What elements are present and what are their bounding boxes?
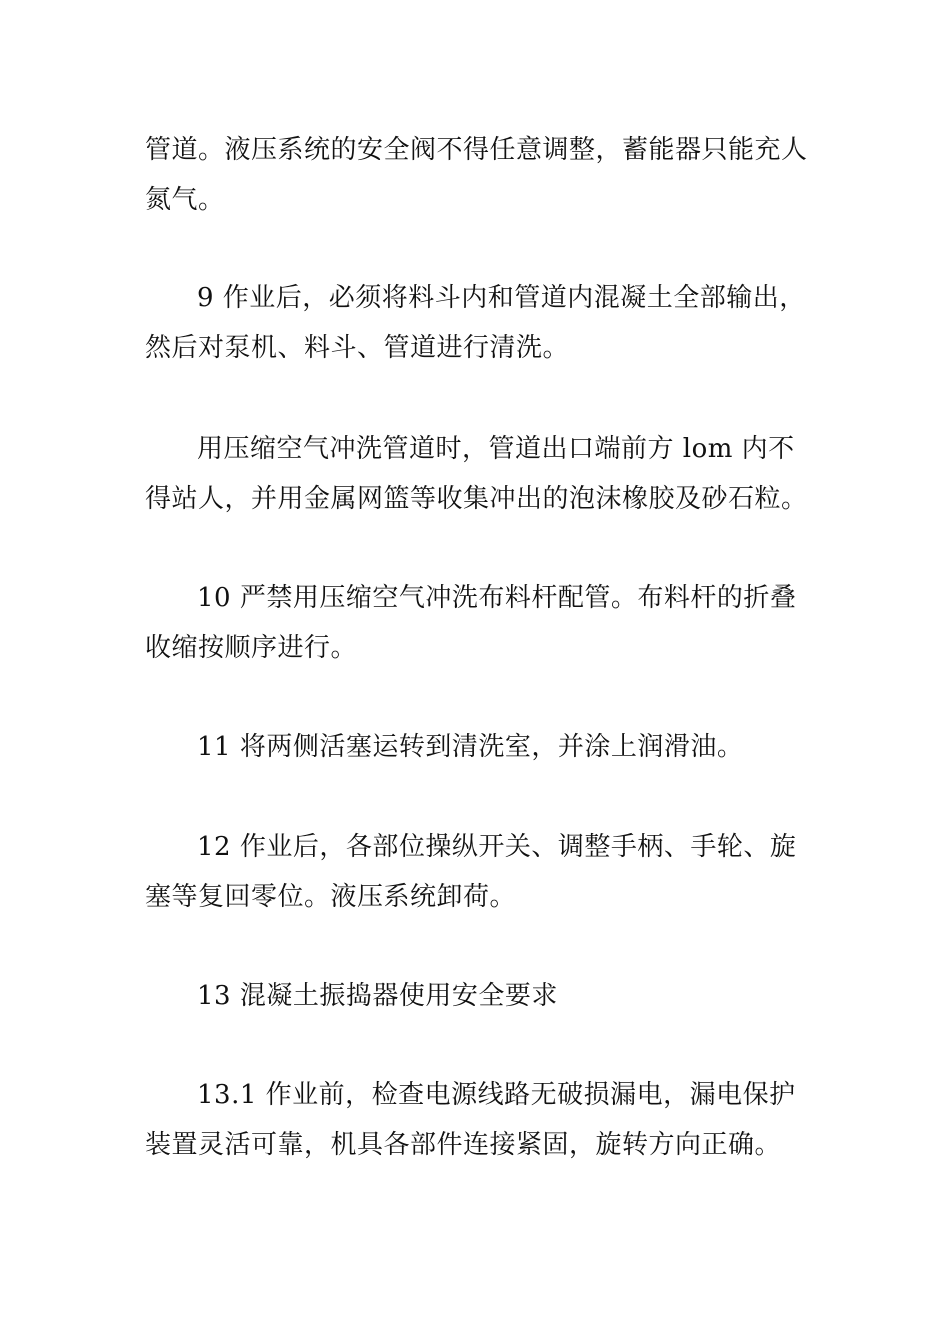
paragraph-pipeline-continuation: 管道。液压系统的安全阀不得任意调整，蓄能器只能充人氮气。 — [145, 135, 808, 215]
paragraph-item-10: 10 严禁用压缩空气冲洗布料杆配管。布料杆的折叠收缩按顺序进行。 — [145, 583, 797, 663]
section-heading-13: 13 混凝土振捣器使用安全要求 — [197, 981, 558, 1011]
paragraph-item-13-1: 13.1 作业前，检查电源线路无破损漏电，漏电保护装置灵活可靠，机具各部件连接紧固，旋转方向正确。 — [145, 1080, 796, 1160]
paragraph-item-12: 12 作业后，各部位操纵开关、调整手柄、手轮、旋塞等复回零位。液压系统卸荷。 — [145, 832, 797, 912]
paragraph-air-flushing: 用压缩空气冲洗管道时，管道出口端前方 lom 内不得站人，并用金属网篮等收集冲出的泡沫橡胶及砂石粒。 — [145, 434, 808, 514]
paragraph-item-9: 9 作业后，必须将料斗内和管道内混凝土全部输出，然后对泵机、料斗、管道进行清洗。 — [145, 283, 806, 363]
paragraph-item-11: 11 将两侧活塞运转到清洗室，并涂上润滑油。 — [197, 732, 744, 762]
